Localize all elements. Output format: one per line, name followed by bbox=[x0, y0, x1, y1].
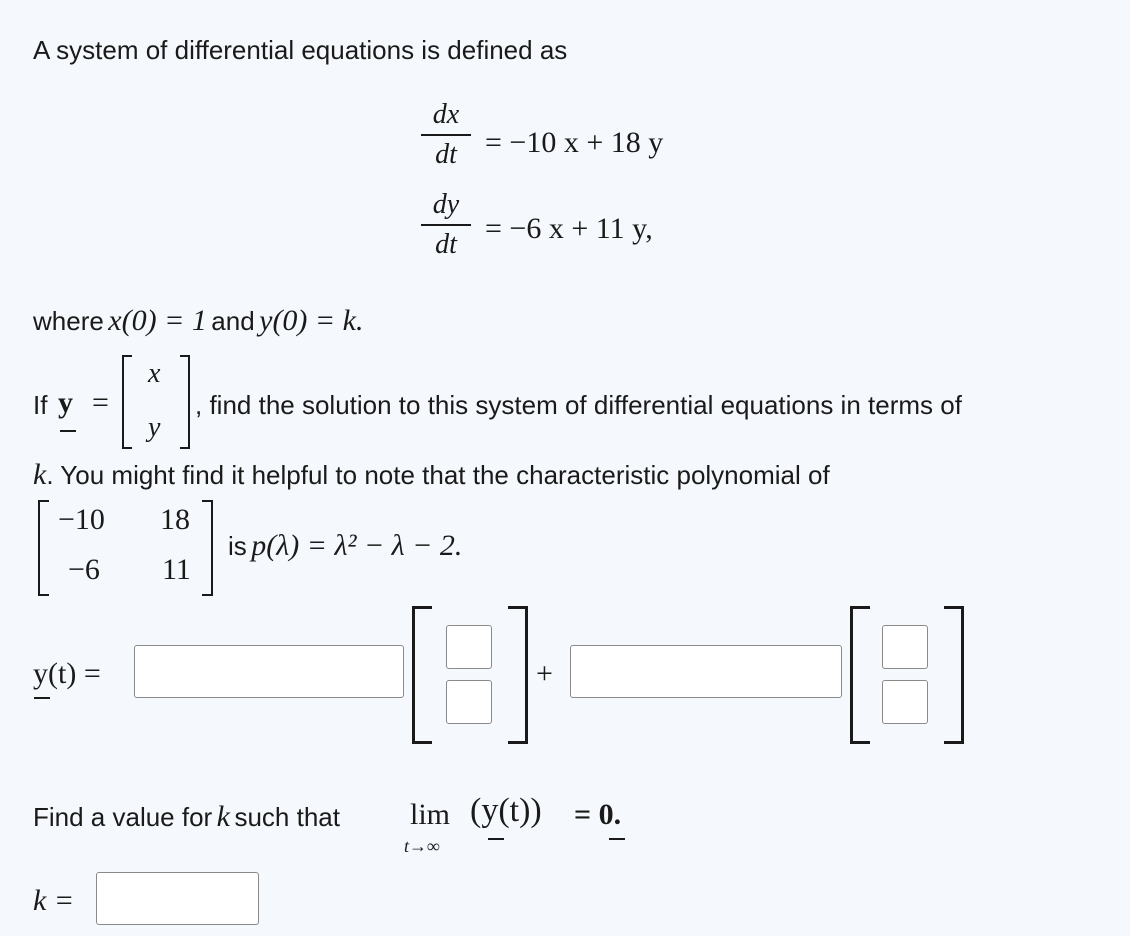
vector-2-entry-2-input[interactable] bbox=[882, 680, 928, 724]
vector-1-entry-1-input[interactable] bbox=[446, 625, 492, 669]
instruction-line-2 bbox=[33, 458, 830, 492]
matrix-a12: 18 bbox=[160, 503, 190, 536]
coefficient-input-2[interactable] bbox=[570, 645, 842, 698]
vector-left-bracket-2 bbox=[850, 606, 870, 744]
matrix-a21: −6 bbox=[68, 553, 100, 586]
matrix-right-bracket bbox=[202, 500, 213, 596]
plus-sign: + bbox=[536, 657, 553, 690]
fraction-bar bbox=[421, 134, 471, 136]
fraction-bar bbox=[421, 224, 471, 226]
solution-lhs: y(t) = bbox=[33, 657, 101, 690]
vector-underline bbox=[488, 838, 504, 840]
k-answer-label: k = bbox=[33, 884, 75, 917]
equation-rhs-1: = −10 x + 18 y bbox=[485, 126, 664, 159]
limit-question bbox=[33, 800, 340, 834]
vector-underline bbox=[60, 430, 76, 432]
lim-subscript: t→∞ bbox=[404, 836, 440, 856]
intro-text: A system of differential equations is defined as bbox=[33, 35, 568, 65]
k-symbol: k bbox=[33, 458, 47, 491]
right-bracket bbox=[180, 355, 190, 449]
k-symbol: k bbox=[216, 800, 230, 833]
coefficient-input-1[interactable] bbox=[134, 645, 404, 698]
equals-sign: = bbox=[92, 386, 109, 419]
limit-expression: (y(t)) bbox=[470, 792, 542, 829]
limit-prefix: Find a value for bbox=[33, 802, 213, 832]
characteristic-polynomial bbox=[228, 529, 462, 563]
fraction-denominator: dt bbox=[435, 139, 457, 170]
matrix-a22: 11 bbox=[162, 553, 191, 586]
fraction-numerator: dx bbox=[432, 99, 460, 130]
polynomial-expression: p(λ) = λ² − λ − 2. bbox=[251, 529, 463, 562]
y0-condition: y(0) = k. bbox=[259, 304, 364, 337]
vector-right-bracket-1 bbox=[508, 606, 528, 744]
where-text: where bbox=[33, 306, 104, 336]
fraction-dydt bbox=[421, 188, 471, 262]
left-bracket bbox=[122, 355, 132, 449]
vector-2-entry-1-input[interactable] bbox=[882, 625, 928, 669]
vector-1-entry-2-input[interactable] bbox=[446, 680, 492, 724]
k-answer-input[interactable] bbox=[96, 872, 259, 925]
matrix-left-bracket bbox=[38, 500, 49, 596]
initial-conditions bbox=[33, 304, 363, 338]
vector-x-entry: x bbox=[148, 358, 161, 389]
instruction-text: , find the solution to this system of differential equations in terms of bbox=[195, 390, 962, 420]
vector-left-bracket-1 bbox=[412, 606, 432, 744]
instruction-text-2: . You might find it helpful to note that the characteristic polynomial of bbox=[46, 460, 830, 490]
lim-operator: lim bbox=[410, 798, 451, 831]
fraction-dxdt bbox=[421, 98, 471, 172]
fraction-denominator: dt bbox=[435, 229, 457, 260]
is-text: is bbox=[228, 531, 247, 561]
limit-mid-text: such that bbox=[234, 802, 340, 832]
vector-right-bracket-2 bbox=[944, 606, 964, 744]
zero-vector-underline bbox=[609, 838, 625, 840]
x0-condition: x(0) = 1 bbox=[108, 304, 207, 337]
matrix-a11: −10 bbox=[58, 503, 105, 536]
limit-rhs: = 0. bbox=[574, 798, 622, 831]
if-text: If bbox=[33, 390, 48, 420]
vector-y-entry: y bbox=[148, 412, 161, 443]
vector-underline bbox=[34, 697, 50, 699]
equation-rhs-2: = −6 x + 11 y, bbox=[485, 212, 653, 245]
fraction-numerator: dy bbox=[432, 189, 460, 220]
vector-y-symbol: y bbox=[58, 386, 73, 419]
and-text: and bbox=[211, 306, 255, 336]
